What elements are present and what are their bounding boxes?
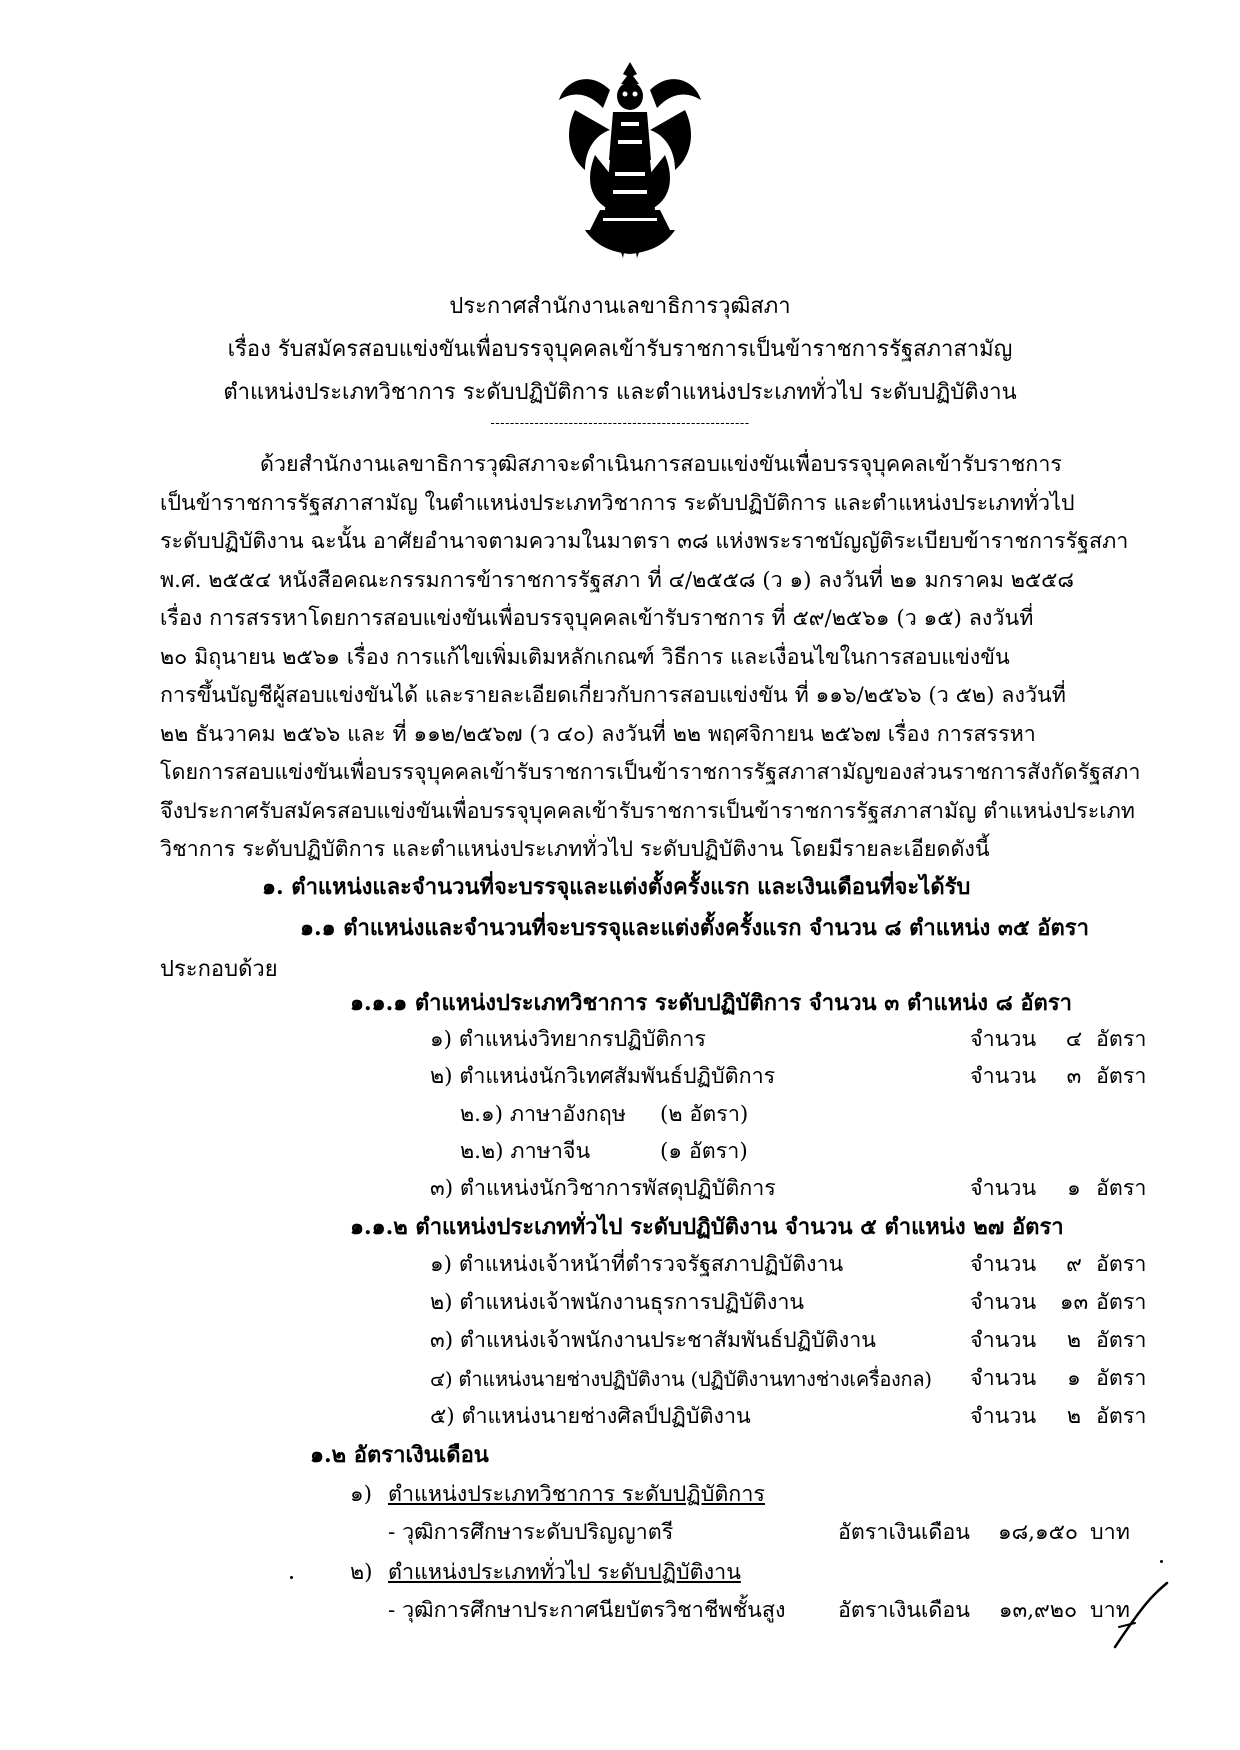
position-row — [430, 1364, 1147, 1394]
count-unit: อัตรา — [1096, 1404, 1147, 1429]
garuda-emblem-icon — [555, 60, 705, 260]
intro-line: วิชาการ ระดับปฏิบัติการ และตำแหน่งประเภททั่วไป ระดับปฏิบัติงาน โดยมีรายละเอียดดังนี้ — [160, 837, 990, 862]
salary-group-title — [350, 1480, 765, 1510]
handwritten-mark-icon — [1105, 1575, 1175, 1655]
intro-line: ด้วยสำนักงานเลขาธิการวุฒิสภาจะดำเนินการสอบแข่งขันเพื่อบรรจุบุคคลเข้ารับราชการ — [260, 452, 1062, 477]
count-value: ๑๓ — [1059, 1290, 1089, 1315]
language-note: (๒ อัตรา) — [660, 1102, 749, 1127]
count-label: จำนวน — [970, 1328, 1037, 1353]
count-label: จำนวน — [970, 1252, 1037, 1277]
intro-line: จึงประกาศรับสมัครสอบแข่งขันเพื่อบรรจุบุคคลเข้ารับราชการเป็นข้าราชการรัฐสภาสามัญ ตำแหน่งประเภท — [160, 798, 1135, 824]
salary-row — [388, 1596, 1130, 1626]
subject-line-2: ตำแหน่งประเภทวิชาการ ระดับปฏิบัติการ และตำแหน่งประเภททั่วไป ระดับปฏิบัติงาน — [223, 380, 1017, 405]
count-value: ๑ — [1067, 1176, 1081, 1201]
salary-group-number: ๑) — [350, 1482, 373, 1507]
intro-line: เป็นข้าราชการรัฐสภาสามัญ ในตำแหน่งประเภทวิชาการ ระดับปฏิบัติการ และตำแหน่งประเภททั่วไป — [160, 490, 1075, 516]
salary-group-name: ตำแหน่งประเภทวิชาการ ระดับปฏิบัติการ — [388, 1482, 765, 1507]
group-1-1-1-heading: ๑.๑.๑ ตำแหน่งประเภทวิชาการ ระดับปฏิบัติการ จำนวน ๓ ตำแหน่ง ๘ อัตรา — [350, 990, 1073, 1016]
count-value: ๒ — [1066, 1328, 1082, 1353]
count-label: จำนวน — [970, 1176, 1037, 1201]
count-label: จำนวน — [970, 1404, 1037, 1429]
speck — [290, 1576, 293, 1579]
rate-label: อัตราเงินเดือน — [838, 1598, 970, 1623]
subject-line-1: เรื่อง รับสมัครสอบแข่งขันเพื่อบรรจุบุคคลเข้ารับราชการเป็นข้าราชการรัฐสภาสามัญ — [227, 337, 1013, 362]
count-label: จำนวน — [970, 1366, 1037, 1391]
salary-amount: ๑๓,๙๒๐ — [998, 1598, 1078, 1623]
intro-line: ๒๒ ธันวาคม ๒๕๖๖ และ ที่ ๑๑๒/๒๕๖๗ (ว ๔๐) ลงวันที่ ๒๒ พฤศจิกายน ๒๕๖๗ เรื่อง การสรรหา — [160, 721, 1036, 747]
position-row — [430, 1174, 1147, 1204]
salary-group-name: ตำแหน่งประเภททั่วไป ระดับปฏิบัติงาน — [388, 1560, 741, 1585]
count-value: ๙ — [1066, 1252, 1082, 1277]
count-unit: อัตรา — [1096, 1176, 1147, 1201]
section-1-heading: ๑. ตำแหน่งและจำนวนที่จะบรรจุและแต่งตั้งครั้งแรก และเงินเดือนที่จะได้รับ — [262, 874, 971, 900]
qualification-label: - วุฒิการศึกษาระดับปริญญาตรี — [388, 1520, 674, 1545]
position-label: ๕) ตำแหน่งนายช่างศิลป์ปฏิบัติงาน — [430, 1404, 751, 1429]
position-label: ๒) ตำแหน่งเจ้าพนักงานธุรการปฏิบัติงาน — [430, 1290, 805, 1315]
document-title: ประกาศสำนักงานเลขาธิการวุฒิสภา — [449, 294, 791, 319]
count-value: ๓ — [1066, 1064, 1082, 1089]
intro-line: โดยการสอบแข่งขันเพื่อบรรจุบุคคลเข้ารับราชการเป็นข้าราชการรัฐสภาสามัญของส่วนราชการสังกัดรัฐสภา — [160, 760, 1141, 785]
salary-unit: บาท — [1090, 1598, 1130, 1623]
intro-line: การขึ้นบัญชีผู้สอบแข่งขันได้ และรายละเอียดเกี่ยวกับการสอบแข่งขัน ที่ ๑๑๖/๒๕๖๖ (ว ๕๒) ลงวันที่ — [160, 683, 1066, 708]
language-row — [460, 1137, 748, 1167]
divider: ----------------------------------------------------- — [490, 416, 750, 431]
count-label: จำนวน — [970, 1064, 1037, 1089]
section-1-1-heading: ๑.๑ ตำแหน่งและจำนวนที่จะบรรจุและแต่งตั้งครั้งแรก จำนวน ๘ ตำแหน่ง ๓๕ อัตรา — [300, 915, 1089, 941]
position-label: ๒) ตำแหน่งนักวิเทศสัมพันธ์ปฏิบัติการ — [430, 1064, 776, 1089]
position-row — [430, 1326, 1147, 1356]
position-label: ๓) ตำแหน่งนักวิชาการพัสดุปฏิบัติการ — [430, 1176, 776, 1201]
salary-row — [388, 1518, 1130, 1548]
group-1-1-2-heading: ๑.๑.๒ ตำแหน่งประเภททั่วไป ระดับปฏิบัติงาน จำนวน ๕ ตำแหน่ง ๒๗ อัตรา — [350, 1214, 1064, 1240]
position-label: ๑) ตำแหน่งเจ้าหน้าที่ตำรวจรัฐสภาปฏิบัติงาน — [430, 1252, 844, 1277]
count-unit: อัตรา — [1096, 1328, 1147, 1353]
count-label: จำนวน — [970, 1027, 1037, 1052]
qualification-label: - วุฒิการศึกษาประกาศนียบัตรวิชาชีพชั้นสูง — [388, 1598, 786, 1623]
language-label: ๒.๑) ภาษาอังกฤษ — [460, 1102, 626, 1127]
position-label: ๔) ตำแหน่งนายช่างปฏิบัติงาน (ปฏิบัติงานทางช่างเครื่องกล) — [430, 1367, 932, 1391]
position-row — [430, 1062, 1147, 1092]
salary-group-title — [350, 1558, 741, 1588]
position-row — [430, 1250, 1147, 1280]
intro-paragraph — [160, 446, 1140, 870]
intro-line: ๒๐ มิถุนายน ๒๕๖๑ เรื่อง การแก้ไขเพิ่มเติมหลักเกณฑ์ วิธีการ และเงื่อนไขในการสอบแข่งขัน — [160, 644, 1010, 670]
count-unit: อัตรา — [1096, 1027, 1147, 1052]
section-1-1-tail: ประกอบด้วย — [160, 957, 278, 982]
rate-label: อัตราเงินเดือน — [838, 1520, 970, 1545]
salary-amount: ๑๘,๑๕๐ — [997, 1520, 1079, 1545]
count-value: ๔ — [1065, 1027, 1083, 1052]
intro-line: พ.ศ. ๒๕๕๔ หนังสือคณะกรรมการข้าราชการรัฐสภา ที่ ๔/๒๕๕๘ (ว ๑) ลงวันที่ ๒๑ มกราคม ๒๕๕๘ — [160, 567, 1075, 593]
language-note: (๑ อัตรา) — [660, 1139, 748, 1164]
count-label: จำนวน — [970, 1290, 1037, 1315]
position-row — [430, 1402, 1147, 1432]
count-value: ๒ — [1066, 1404, 1082, 1429]
salary-heading: ๑.๒ อัตราเงินเดือน — [310, 1442, 489, 1468]
intro-line: ระดับปฏิบัติงาน ฉะนั้น อาศัยอำนาจตามความในมาตรา ๓๘ แห่งพระราชบัญญัติระเบียบข้าราชการรัฐสภา — [160, 529, 1129, 554]
salary-unit: บาท — [1090, 1520, 1130, 1545]
intro-line: เรื่อง การสรรหาโดยการสอบแข่งขันเพื่อบรรจุบุคคลเข้ารับราชการ ที่ ๕๙/๒๕๖๑ (ว ๑๕) ลงวันที่ — [160, 606, 1034, 631]
count-unit: อัตรา — [1096, 1290, 1147, 1315]
position-label: ๓) ตำแหน่งเจ้าพนักงานประชาสัมพันธ์ปฏิบัติงาน — [430, 1328, 877, 1353]
count-unit: อัตรา — [1096, 1252, 1147, 1277]
position-label: ๑) ตำแหน่งวิทยากรปฏิบัติการ — [430, 1027, 706, 1052]
count-unit: อัตรา — [1096, 1366, 1147, 1391]
count-value: ๑ — [1067, 1366, 1081, 1391]
speck — [1160, 1560, 1163, 1563]
salary-group-number: ๒) — [350, 1560, 373, 1585]
language-row — [460, 1100, 748, 1130]
position-row — [430, 1025, 1147, 1055]
position-row — [430, 1288, 1147, 1318]
count-unit: อัตรา — [1096, 1064, 1147, 1089]
language-label: ๒.๒) ภาษาจีน — [460, 1139, 591, 1164]
